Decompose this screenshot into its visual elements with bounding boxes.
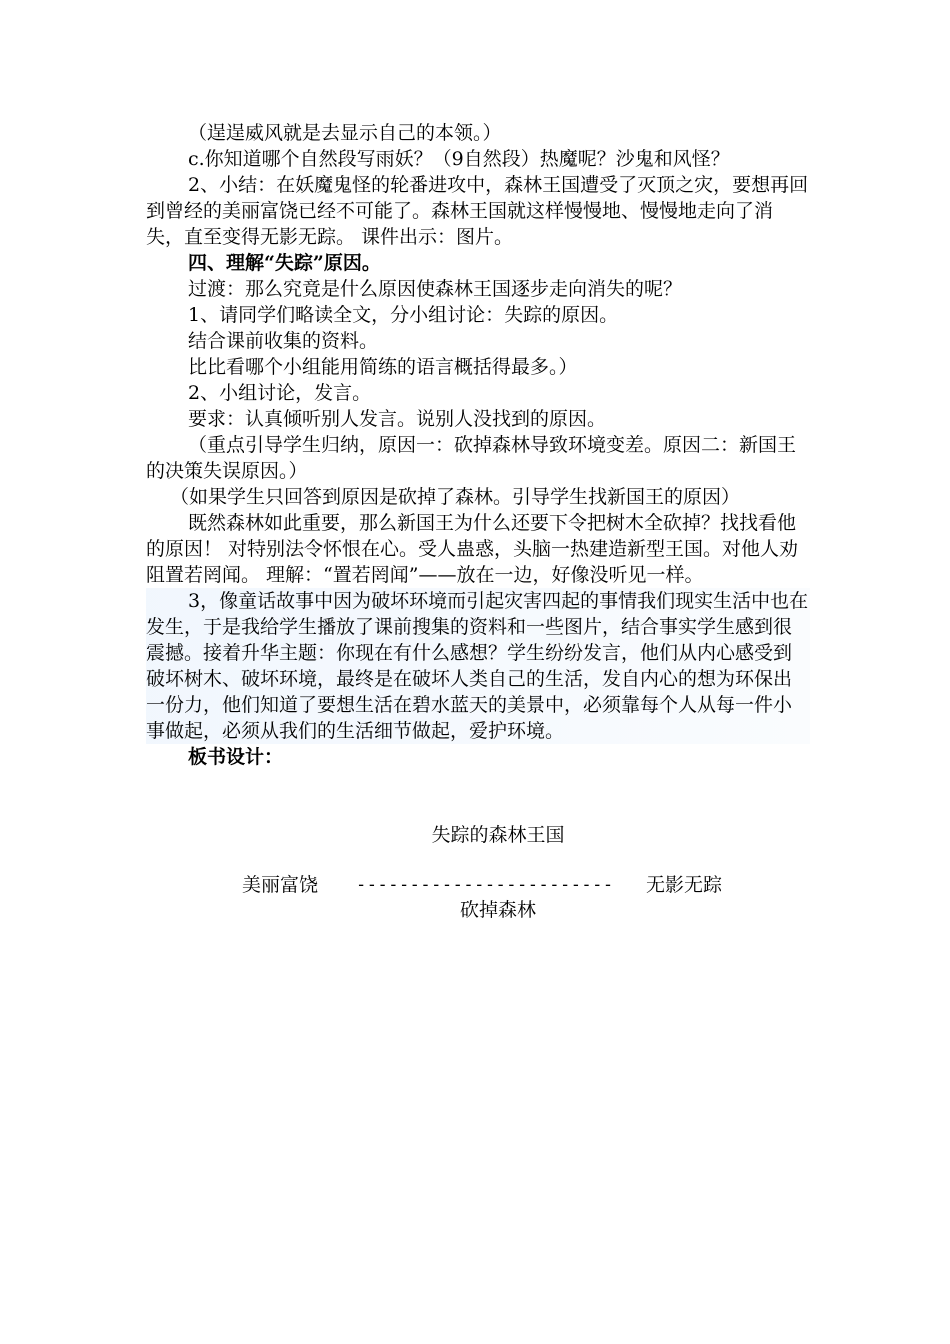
paragraph-step-3: 3，像童话故事中因为破坏环境而引起灾害四起的事情我们现实生活中也在发生，于是我给学生播放了课前搜集的资料和一些图片，结合事实学生感到很震撼。接着升华主题：你现在有什么感想？学生纷纷发言，他们从内心感受到破坏树木、破坏环境，最终是在破坏人类自己的生活，发自内心的想为环保出一份力，他们知道了要想生活在碧水蓝天的美景中，必须靠每个人从每一件小事做起，必须从我们的生活细节做起，爱护环境。 (146, 590, 809, 742)
paragraph-step-1: 1、请同学们略读全文，分小组讨论：失踪的原因。 (188, 304, 619, 326)
board-title: 失踪的森林王国 (431, 824, 565, 846)
document-body (146, 120, 810, 770)
paragraph-if-students: （如果学生只回答到原因是砍掉了森林。引导学生找新国王的原因） (170, 486, 741, 508)
board-design-heading: 板书设计： (188, 746, 284, 768)
paragraph-summary: 2、小结：在妖魔鬼怪的轮番进攻中，森林王国遭受了灭顶之灾，要想再回到曾经的美丽富饶已经不可能了。森林王国就这样慢慢地、慢慢地走向了消失，直至变得无影无踪。 课件出示：图片。 (146, 174, 809, 248)
paragraph-requirement: 要求：认真倾听别人发言。说别人没找到的原因。 (188, 408, 607, 430)
paragraph-reasons: 既然森林如此重要，那么新国王为什么还要下令把树木全砍掉？找找看他的原因！ 对特别法令怀恨在心。受人蛊惑，头脑一热建造新型王国。对他人劝阻置若罔闻。 理解：“置若罔闻”——放在一边，好像没听见一样。 (146, 512, 799, 586)
board-dash-line: ------------------------ (356, 875, 614, 895)
section-heading-four: 四、理解“失踪”原因。 (188, 252, 381, 274)
paragraph-materials: 结合课前收集的资料。 (188, 330, 379, 352)
board-left-label: 美丽富饶 (242, 874, 319, 896)
paragraph-key-guidance: （重点引导学生归纳，原因一：砍掉森林导致环境变差。原因二：新国王的决策失误原因。） (146, 434, 797, 482)
paragraph-compare: 比比看哪个小组能用简练的语言概括得最多。） (188, 356, 578, 378)
board-bottom-label: 砍掉森林 (459, 899, 536, 921)
paragraph-explanation: （逞逞威风就是去显示自己的本领。） (188, 122, 502, 144)
paragraph-step-2: 2、小组讨论，发言。 (188, 382, 372, 404)
paragraph-question-c: c.你知道哪个自然段写雨妖？（9自然段）热魔呢？沙鬼和风怪？ (188, 148, 730, 170)
board-right-label: 无影无踪 (646, 874, 723, 896)
paragraph-transition: 过渡：那么究竟是什么原因使森林王国逐步走向消失的呢？ (188, 278, 683, 300)
